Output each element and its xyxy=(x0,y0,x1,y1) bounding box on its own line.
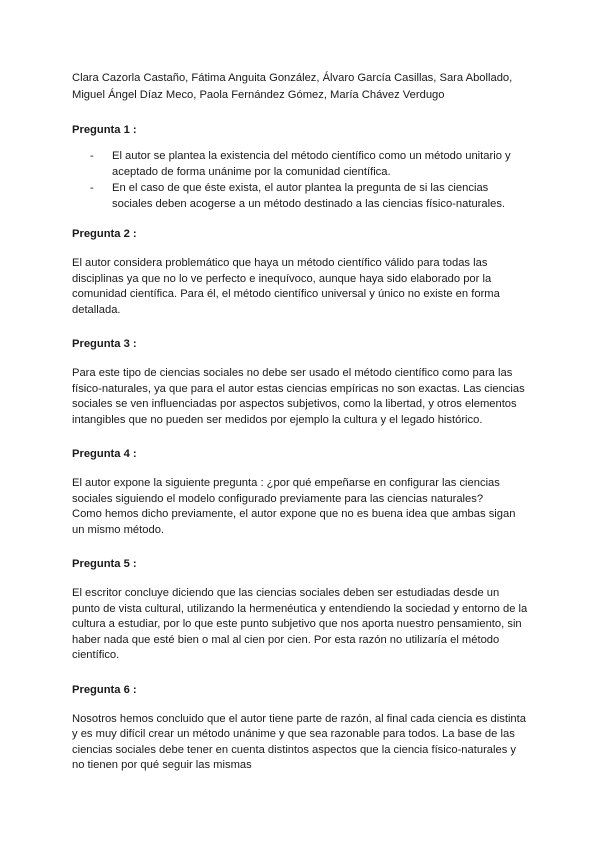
question-title: Pregunta 2 : xyxy=(72,228,137,240)
answer-text: Como hemos dicho previamente, el autor expone que no es buena idea que ambas sigan un mismo método. xyxy=(72,508,516,536)
bullet-marker: - xyxy=(90,150,94,162)
answer-text: El autor expone la siguiente pregunta : ¿por qué empeñarse en configurar las ciencias sociales siguiendo el modelo configurado previamente para las ciencias naturales? xyxy=(72,477,500,505)
bullet-list xyxy=(90,149,528,212)
question-5 xyxy=(72,556,528,664)
question-2 xyxy=(72,226,528,318)
question-title: Pregunta 1 : xyxy=(72,124,137,136)
question-title: Pregunta 6 : xyxy=(72,683,137,696)
answer-text: El autor considera problemático que haya un método científico válido para todas las disciplinas ya que no lo ve perfecto e inequívoco, aunque haya sido elaborado por la comunidad científica. Para él, el método científico universal y único no existe en forma detallada. xyxy=(72,257,500,316)
answer-text: Para este tipo de ciencias sociales no debe ser usado el método científico como para las físico-naturales, ya que para el autor estas ciencias empíricas no son exactas. Las ciencias sociales se ven influenciadas por aspectos subjetivos, como la libertad, y otros elementos intangibles que no pueden ser medidos por ejemplo la cultura y el legado histórico. xyxy=(72,367,525,426)
question-3 xyxy=(72,336,528,428)
bullet-item xyxy=(90,181,528,212)
author-list: Clara Cazorla Castaño, Fátima Anguita González, Álvaro García Casillas, Sara Abollado, Miguel Ángel Díaz Meco, Paola Fernández Gómez, María Chávez Verdugo xyxy=(72,72,513,101)
bullet-marker: - xyxy=(90,182,94,194)
answer-text: El escritor concluye diciendo que las ciencias sociales deben ser estudiadas desde un punto de vista cultural, utilizando la hermenéutica y entendiendo la sociedad y entorno de la cultura a estudiar, por lo que este punto subjetivo que nos aporta nuestro pensamiento, sin haber nada que esté bien o mal al cien por cien. Por esta razón no utilizaría el método científico. xyxy=(72,587,528,661)
question-title: Pregunta 4 : xyxy=(72,448,137,460)
document-page xyxy=(72,70,528,792)
question-title: Pregunta 5 : xyxy=(72,558,137,570)
answer-text: Nosotros hemos concluido que el autor tiene parte de razón, al final cada ciencia es distinta y es muy difícil crear un método unánime y que sea razonable para todos. La base de las ciencias sociales debe tener en cuenta distintos aspectos que la ciencia físico-naturales y no tienen por qué seguir las mismas xyxy=(72,712,526,771)
bullet-text: El autor se plantea la existencia del método científico como un método unitario y aceptado de forma unánime por la comunidad científica. xyxy=(112,150,511,178)
bullet-text: En el caso de que éste exista, el autor plantea la pregunta de si las ciencias sociales deben acogerse a un método destinado a las ciencias físico-naturales. xyxy=(112,182,506,210)
question-title: Pregunta 3 : xyxy=(72,338,137,350)
bullet-item xyxy=(90,149,528,180)
question-6 xyxy=(72,682,528,774)
question-1 xyxy=(72,122,528,212)
question-4 xyxy=(72,446,528,538)
